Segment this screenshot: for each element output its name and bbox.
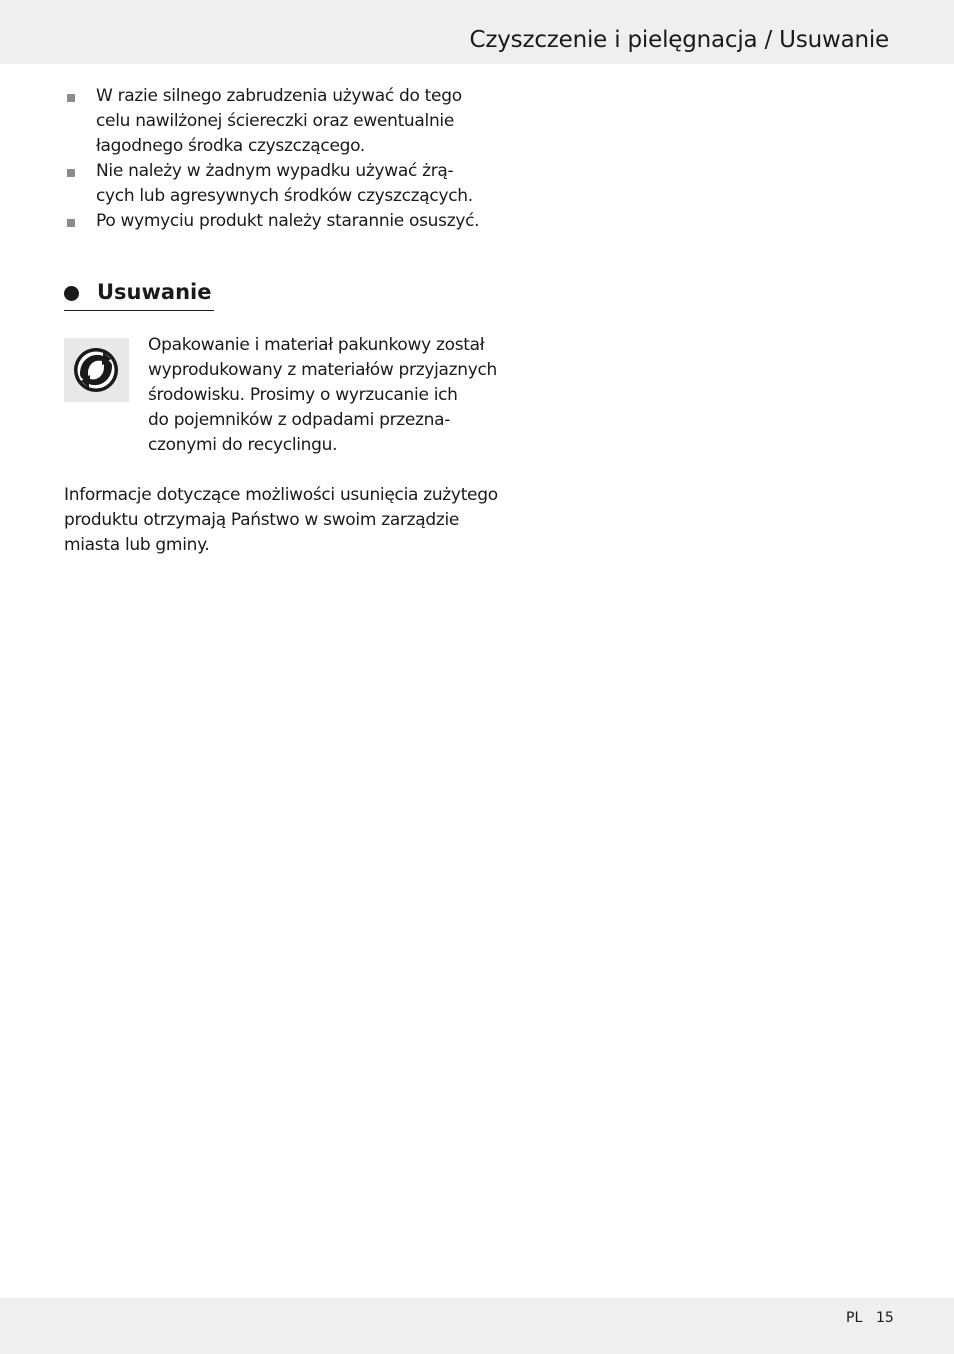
section-heading-disposal	[64, 280, 214, 311]
square-bullet-icon	[67, 94, 75, 102]
footer-band	[0, 1298, 954, 1354]
packaging-paragraph	[148, 333, 497, 458]
cleaning-section	[64, 84, 480, 234]
section-title: Usuwanie	[97, 280, 212, 304]
text-line: wyprodukowany z materiałów przyjaznych	[148, 360, 498, 380]
text-line: celu nawilżonej ściereczki oraz ewentualnie	[96, 111, 455, 131]
cleaning-bullet-list	[64, 84, 480, 234]
square-bullet-icon	[67, 219, 75, 227]
green-dot-recycling-icon	[64, 338, 129, 402]
footer-language: PL	[846, 1310, 863, 1326]
text-line: Po wymyciu produkt należy starannie osuszyć.	[96, 211, 480, 231]
list-item	[64, 159, 474, 209]
list-item	[64, 209, 480, 234]
text-line: środowisku. Prosimy o wyrzucanie ich	[148, 385, 458, 405]
square-bullet-icon	[67, 169, 75, 177]
page-title: Czyszczenie i pielęgnacja / Usuwanie	[469, 27, 889, 53]
bullet-dot-icon	[64, 286, 79, 301]
green-dot-recycling-icon-graphic	[73, 347, 119, 393]
text-line: W razie silnego zabrudzenia używać do tego	[96, 86, 462, 106]
text-line: miasta lub gminy.	[64, 535, 210, 555]
text-line: Nie należy w żadnym wypadku używać żrą-	[96, 161, 454, 181]
text-line: Opakowanie i materiał pakunkowy został	[148, 335, 485, 355]
list-item	[64, 84, 474, 159]
footer-page-number: 15	[876, 1310, 894, 1326]
text-line: łagodnego środka czyszczącego.	[96, 136, 365, 156]
text-line: czonymi do recyclingu.	[148, 435, 338, 455]
text-line: produktu otrzymają Państwo w swoim zarządzie	[64, 510, 460, 530]
text-line: cych lub agresywnych środków czyszczących.	[96, 186, 473, 206]
disposal-info-paragraph	[64, 483, 498, 558]
text-line: Informacje dotyczące możliwości usunięcia zużytego	[64, 485, 498, 505]
text-line: do pojemników z odpadami przezna-	[148, 410, 451, 430]
